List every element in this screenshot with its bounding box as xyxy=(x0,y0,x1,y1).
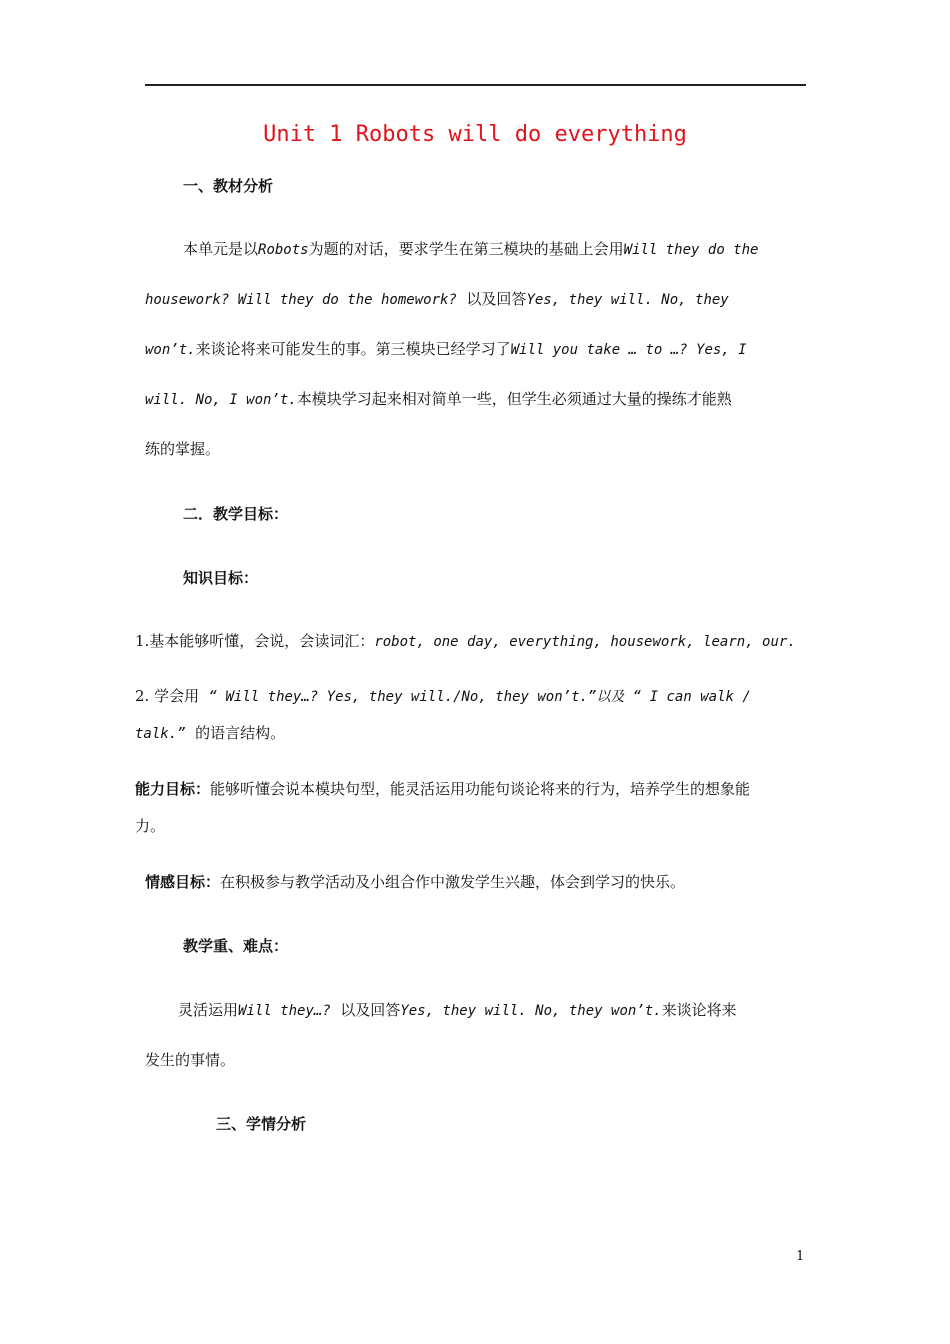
knowledge-item-1 xyxy=(135,630,796,651)
text: 1.基本能够听懂，会说，会读词汇： xyxy=(135,632,375,650)
ability-objective xyxy=(135,778,750,799)
para-materials-line-1 xyxy=(183,238,758,259)
ability-objective-cont: 力。 xyxy=(135,817,166,835)
text: 能够听懂会说本模块句型，能灵活运用功能句谈论将来的行为，培养学生的想象能 xyxy=(210,780,751,798)
text: 在积极参与教学活动及小组合作中激发学生兴趣，体会到学习的快乐。 xyxy=(220,873,686,891)
text: 来谈论将来 xyxy=(661,1001,737,1019)
text: 来谈论将来可能发生的事。第三模块已经学习了 xyxy=(195,340,511,358)
knowledge-item-2 xyxy=(135,685,751,706)
text: 2. 学会用 xyxy=(135,687,200,705)
ability-label: 能力目标： xyxy=(135,780,211,798)
text-en: “ Will they…? Yes, they will./No, they won’t.”以及 “ I can walk / xyxy=(208,689,751,705)
section-heading-learner-analysis: 三、学情分析 xyxy=(216,1115,307,1133)
text-en: Robots xyxy=(258,242,309,258)
text-en: talk.” xyxy=(135,726,186,742)
section-heading-materials: 一、教材分析 xyxy=(183,177,274,195)
text-en: Will they do the xyxy=(623,242,759,258)
subheading-key-points: 教学重、难点： xyxy=(183,937,289,955)
text-en: Will you take … to …? Yes, I xyxy=(510,342,747,358)
header-rule xyxy=(145,84,806,86)
text: 本模块学习起来相对简单一些，但学生必须通过大量的操练才能熟 xyxy=(296,390,732,408)
section-heading-objectives: 二．教学目标： xyxy=(183,505,289,523)
text-en: will. No, I won’t. xyxy=(145,392,297,408)
page-title: Unit 1 Robots will do everything xyxy=(263,122,687,147)
para-materials-line-5: 练的掌握。 xyxy=(145,440,221,458)
text: 以及回答 xyxy=(466,290,527,308)
text: 为题的对话，要求学生在第三模块的基础上会用 xyxy=(308,240,624,258)
emotion-objective xyxy=(145,871,685,892)
text-en: Yes, they will. No, they xyxy=(526,292,729,308)
text-en: Will they…? xyxy=(238,1003,331,1019)
text: 灵活运用 xyxy=(178,1001,239,1019)
para-materials-line-2 xyxy=(145,288,729,309)
text-en: robot, one day, everything, housework, learn, our. xyxy=(374,634,796,650)
text-en: Yes, they will. No, they won’t. xyxy=(400,1003,662,1019)
emotion-label: 情感目标： xyxy=(145,873,221,891)
subheading-knowledge: 知识目标： xyxy=(183,569,259,587)
key-points-line-2: 发生的事情。 xyxy=(145,1051,236,1069)
knowledge-item-2-cont xyxy=(135,722,285,743)
page-number: 1 xyxy=(796,1249,805,1264)
text-en: won’t. xyxy=(145,342,196,358)
key-points-line-1 xyxy=(178,999,737,1020)
text: 以及回答 xyxy=(340,1001,401,1019)
para-materials-line-3 xyxy=(145,338,747,359)
text-en: housework? Will they do the homework? xyxy=(145,292,457,308)
text: 本单元是以 xyxy=(183,240,259,258)
text: 的语言结构。 xyxy=(195,724,286,742)
para-materials-line-4 xyxy=(145,388,732,409)
